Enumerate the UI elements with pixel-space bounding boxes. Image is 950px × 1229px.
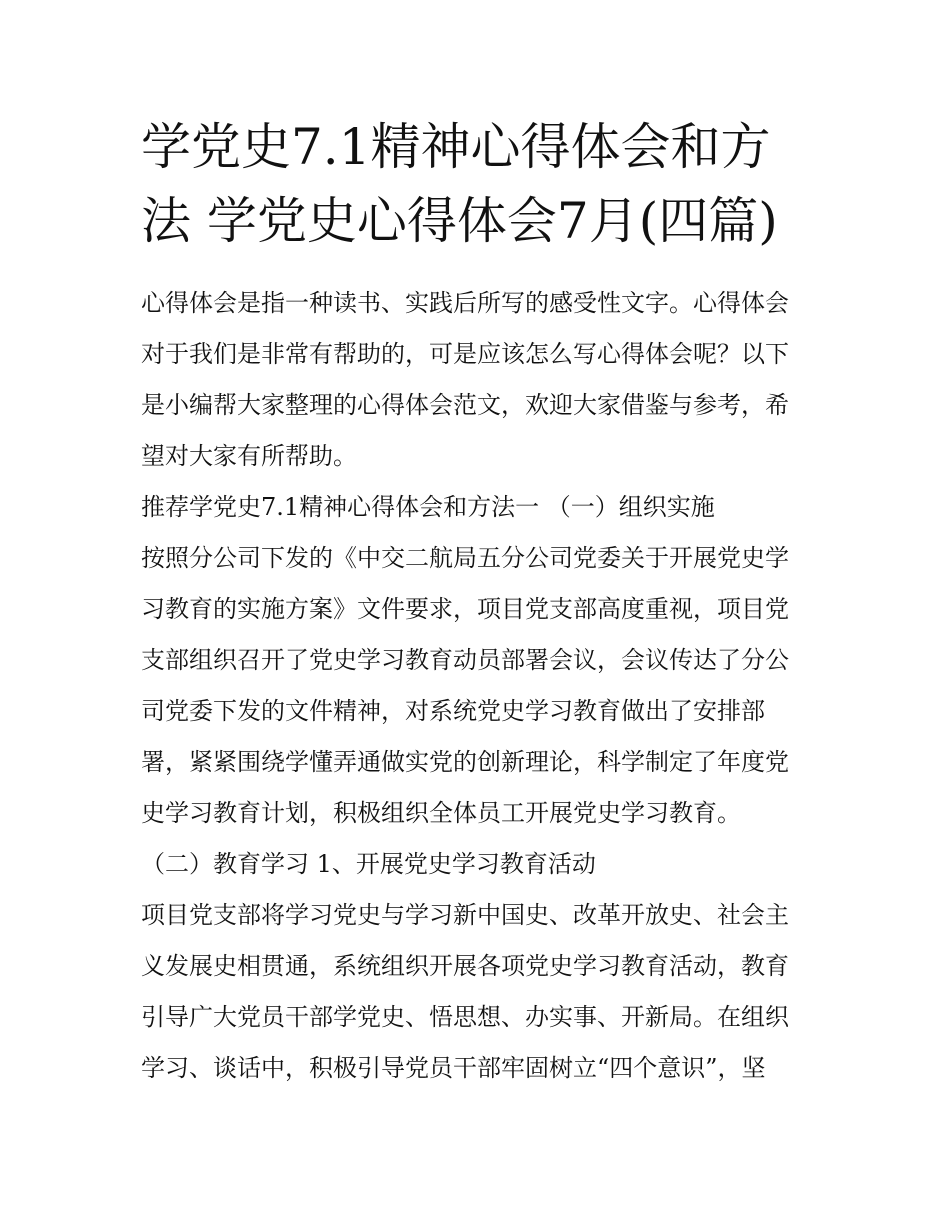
- section-2-heading: [141, 839, 816, 890]
- document-title: [141, 110, 831, 258]
- section-1-line: 署，紧紧围绕学懂弄通做实党的创新理论，科学制定了年度党: [141, 748, 789, 776]
- section-2-line: 义发展史相贯通，系统组织开展各项党史学习教育活动，教育: [141, 952, 789, 980]
- document-body: [141, 278, 816, 1094]
- intro-line: 心得体会是指一种读书、实践后所写的感受性文字。心得体会: [141, 289, 789, 317]
- section-2-line: 引导广大党员干部学党史、悟思想、办实事、开新局。在组织: [141, 1003, 789, 1031]
- section-2-line: 项目党支部将学习党史与学习新中国史、改革开放史、社会主: [141, 901, 789, 929]
- section-1-heading-text: 推荐学党史7.1精神心得体会和方法一 （一）组织实施: [141, 493, 715, 521]
- intro-line: 对于我们是非常有帮助的，可是应该怎么写心得体会呢？以下: [141, 340, 789, 368]
- section-1-line: 按照分公司下发的《中交二航局五分公司党委关于开展党史学: [141, 544, 789, 572]
- section-1-line: 司党委下发的文件精神，对系统党史学习教育做出了安排部: [141, 697, 765, 725]
- section-1-line: 习教育的实施方案》文件要求，项目党支部高度重视，项目党: [141, 595, 789, 623]
- title-line-1: 学党史7.1精神心得体会和方: [141, 118, 771, 176]
- intro-line: 望对大家有所帮助。: [141, 442, 357, 470]
- section-1-paragraph: [141, 533, 816, 839]
- title-line-2: 法 学党史心得体会7月(四篇): [141, 192, 778, 250]
- intro-paragraph: [141, 278, 816, 482]
- section-1-line: 支部组织召开了党史学习教育动员部署会议，会议传达了分公: [141, 646, 789, 674]
- section-2-line: 学习、谈话中，积极引导党员干部牢固树立“四个意识”，坚: [141, 1054, 766, 1082]
- section-2-paragraph: [141, 890, 816, 1094]
- section-1-heading: [141, 482, 816, 533]
- section-2-heading-text: （二）教育学习 1、开展党史学习教育活动: [141, 850, 596, 878]
- intro-line: 是小编帮大家整理的心得体会范文，欢迎大家借鉴与参考，希: [141, 391, 789, 419]
- section-1-line: 史学习教育计划，积极组织全体员工开展党史学习教育。: [141, 799, 741, 827]
